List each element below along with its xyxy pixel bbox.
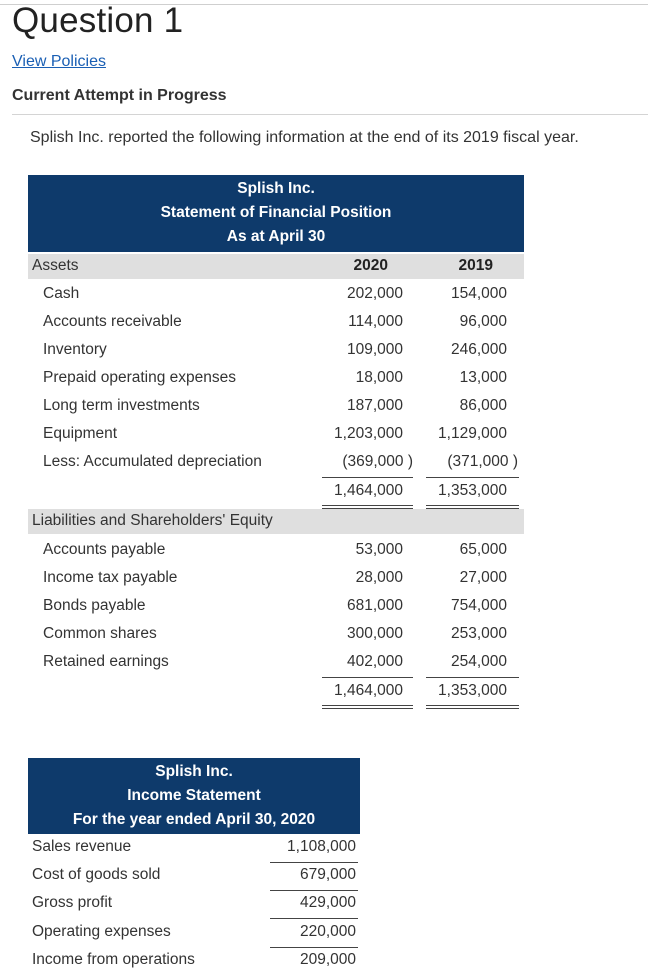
asset-2020: 187,000 [346,397,403,414]
income-label: Gross profit [32,894,113,911]
col-2019-header: 2019 [458,257,493,274]
is-company: Splish Inc. [155,763,233,780]
asset-2020: (369,000 ) [342,453,413,470]
double-line-2019-a [426,705,519,706]
liability-2020: 681,000 [346,597,403,614]
double-line-2019-a [426,505,519,506]
liability-2019: 254,000 [450,653,507,670]
asset-label: Accounts receivable [43,313,182,330]
liability-2020: 300,000 [346,625,403,642]
asset-label: Long term investments [43,397,200,414]
attempt-status: Current Attempt in Progress [12,87,227,104]
liabilities-heading: Liabilities and Shareholders' Equity [32,512,273,529]
view-policies-link[interactable]: View Policies [12,53,106,70]
asset-2019: (371,000 ) [447,453,518,470]
income-label: Operating expenses [32,923,171,940]
income-label: Sales revenue [32,838,132,855]
liability-label: Income tax payable [43,569,178,586]
income-value: 679,000 [299,866,356,883]
asset-label: Less: Accumulated depreciation [43,453,262,470]
bs-company: Splish Inc. [237,180,315,197]
double-line-2020-a [322,505,413,506]
income-value: 209,000 [299,951,356,968]
asset-2020: 109,000 [346,341,403,358]
asset-2019: 1,129,000 [438,425,507,442]
liability-2019: 754,000 [450,597,507,614]
income-row-line [270,918,358,919]
asset-label: Inventory [43,341,107,358]
liability-label: Retained earnings [43,653,169,670]
double-line-2020-b [322,708,413,709]
col-2020-header: 2020 [353,257,388,274]
income-label: Income from operations [32,951,195,968]
liability-2020: 402,000 [346,653,403,670]
is-period: For the year ended April 30, 2020 [72,811,316,828]
double-line-2020-a [322,705,413,706]
income-statement-header [28,758,360,834]
bs-date: As at April 30 [226,228,326,245]
asset-label: Prepaid operating expenses [43,369,237,386]
asset-label: Equipment [43,425,118,442]
total-liabilities-2020: 1,464,000 [334,682,403,699]
question-title: Question 1 [12,1,184,40]
asset-2020: 1,203,000 [334,425,403,442]
liability-2019: 65,000 [459,541,507,558]
asset-2019: 86,000 [459,397,507,414]
balance-sheet-header [28,175,524,252]
income-row-line [270,947,358,948]
income-row-line [270,890,358,891]
income-row-line [270,862,358,863]
income-value: 1,108,000 [287,838,356,855]
double-line-2019-b [426,708,519,709]
liability-label: Common shares [43,625,157,642]
liability-label: Bonds payable [43,597,146,614]
income-value: 429,000 [299,894,356,911]
subtotal-line-2019 [426,677,519,678]
is-statement-title: Income Statement [127,787,261,804]
asset-label: Cash [43,285,80,302]
liability-2020: 28,000 [355,569,403,586]
bs-statement-title: Statement of Financial Position [160,204,392,221]
subtotal-line-2020 [322,677,413,678]
total-assets-2020: 1,464,000 [334,482,403,499]
asset-2019: 13,000 [459,369,507,386]
subtotal-line-2019 [426,477,519,478]
total-assets-2019: 1,353,000 [438,482,507,499]
asset-2019: 154,000 [450,285,507,302]
total-liabilities-2019: 1,353,000 [438,682,507,699]
asset-2020: 18,000 [355,369,403,386]
asset-2019: 246,000 [450,341,507,358]
liability-2019: 253,000 [450,625,507,642]
asset-2020: 114,000 [348,313,403,330]
subtotal-line-2020 [322,477,413,478]
asset-2019: 96,000 [459,313,507,330]
liability-label: Accounts payable [43,541,166,558]
assets-heading: Assets [32,257,79,274]
liability-2019: 27,000 [459,569,507,586]
question-intro: Splish Inc. reported the following information at the end of its 2019 fiscal year. [30,129,579,146]
income-label: Cost of goods sold [32,866,161,883]
liability-2020: 53,000 [355,541,403,558]
asset-2020: 202,000 [346,285,403,302]
income-value: 220,000 [299,923,356,940]
intro-divider [12,114,648,115]
